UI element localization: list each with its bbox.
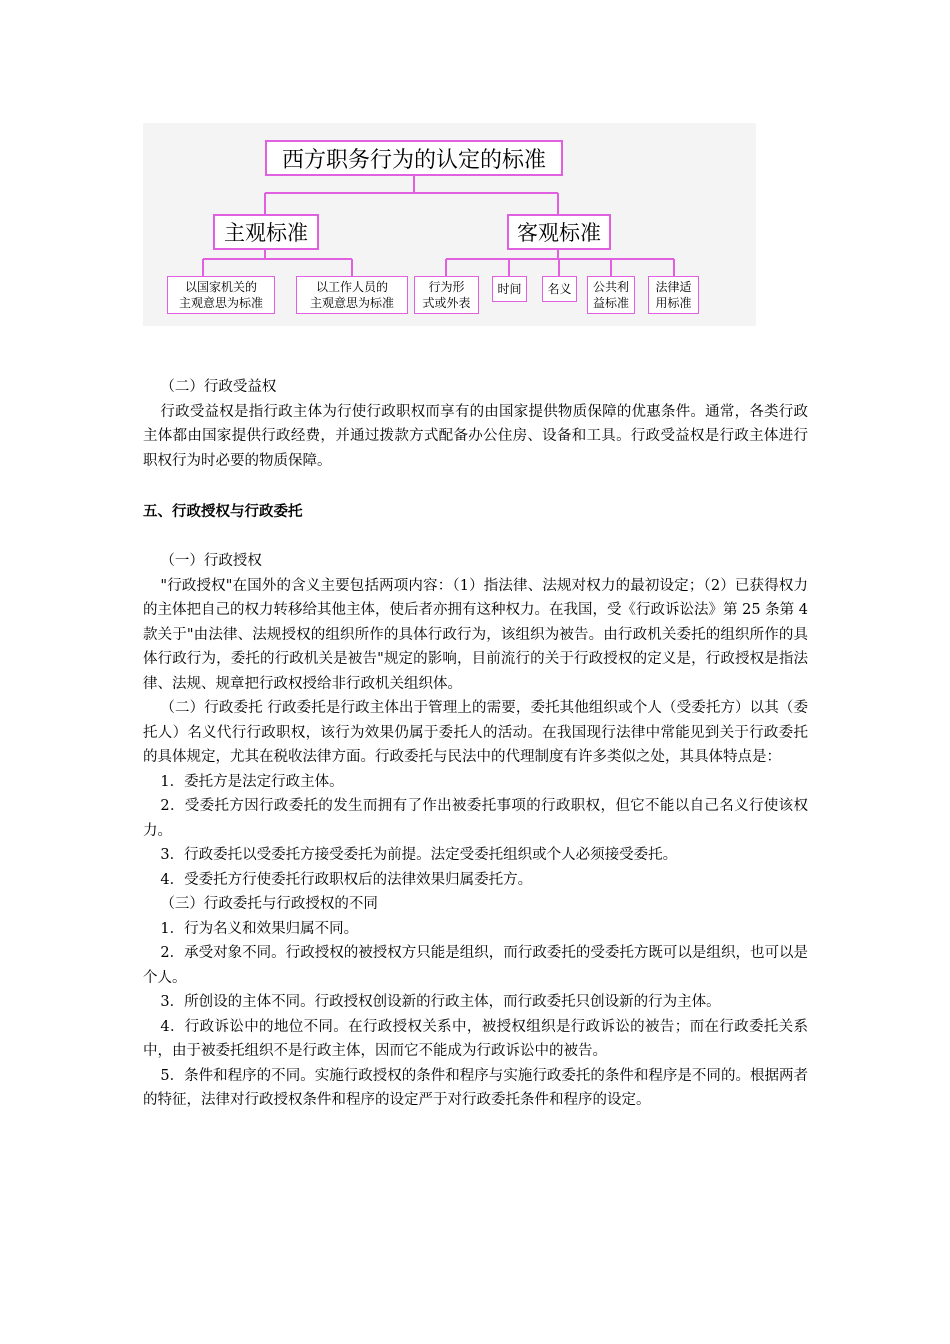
- paragraph: "行政授权"在国外的含义主要包括两项内容：（1）指法律、法规对权力的最初设定；（2）已获得权力的主体把自己的权力转移给其他主体，使后者亦拥有这种权力。在我国，受《行政诉讼法》第 25 条第 4 款关于"由法律、法规授权的组织所作的具体行政行为，该组织为被告。由行政机关委托的组织所作的具体行政行为，委托的行政机关是被告"规定的影响，目前流行的关于行政授权的定义是，行政授权是指法律、法规、规章把行政权授给非行政机关组织体。: [143, 577, 808, 692]
- list-item: 2．承受对象不同。行政授权的被授权方只能是组织，而行政委托的受委托方既可以是组织，也可以是个人。: [143, 945, 808, 986]
- section-authorization: [143, 549, 808, 1113]
- paragraph: 行政受益权是指行政主体为行使行政职权而享有的由国家提供物质保障的优惠条件。通常，各类行政主体都由国家提供行政经费，并通过拨款方式配备办公住房、设备和工具。行政受益权是行政主体进行职权行为时必要的物质保障。: [143, 403, 808, 469]
- list-item: 1．委托方是法定行政主体。: [160, 773, 344, 790]
- section-title: （三）行政委托与行政授权的不同: [160, 896, 378, 912]
- diagram-objective-box: 客观标准: [507, 214, 611, 250]
- diagram-leaf-law-application: 法律适 用标准: [648, 276, 699, 314]
- diagram-leaf-name: 名义: [542, 276, 577, 302]
- diagram-leaf-time: 时间: [492, 276, 527, 302]
- list-item: 2．受委托方因行政委托的发生而拥有了作出被委托事项的行政职权，但它不能以自己名义行使该权力。: [143, 798, 808, 839]
- list-item: 1．行为名义和效果归属不同。: [160, 920, 359, 937]
- diagram-leaf-staff: 以工作人员的 主观意思为标准: [296, 276, 408, 314]
- diagram-leaf-public-interest: 公共利 益标准: [587, 276, 635, 314]
- list-item: 4．受委托方行使委托行政职权后的法律效果归属委托方。: [160, 871, 533, 888]
- list-item: 3．所创设的主体不同。行政授权创设新的行政主体，而行政委托只创设新的行为主体。: [160, 994, 721, 1010]
- diagram-root-box: 西方职务行为的认定的标准: [265, 140, 563, 176]
- chapter-heading: 五、行政授权与行政委托: [143, 504, 303, 520]
- list-item: 4．行政诉讼中的地位不同。在行政授权关系中，被授权组织是行政诉讼的被告；而在行政委托关系中，由于被委托组织不是行政主体，因而它不能成为行政诉讼中的被告。: [143, 1018, 808, 1059]
- section-title: （一）行政授权: [160, 553, 262, 569]
- diagram-leaf-state-organ: 以国家机关的 主观意思为标准: [167, 276, 275, 314]
- section-beneficial-rights: [143, 375, 808, 473]
- section-title: （二）行政受益权: [160, 379, 277, 395]
- diagram-leaf-form: 行为形 式或外表: [414, 276, 479, 314]
- list-item: 3．行政委托以受委托方接受委托为前提。法定受委托组织或个人必须接受委托。: [160, 847, 678, 863]
- standards-diagram: [143, 123, 756, 326]
- paragraph: （二）行政委托 行政委托是行政主体出于管理上的需要，委托其他组织或个人（受委托方）以其（委托人）名义代行行政职权，该行为效果仍属于委托人的活动。在我国现行法律中常能见到关于行政委托的具体规定，尤其在税收法律方面。行政委托与民法中的代理制度有许多类似之处，其具体特点是：: [143, 700, 808, 765]
- list-item: 5．条件和程序的不同。实施行政授权的条件和程序与实施行政委托的条件和程序是不同的。根据两者的特征，法律对行政授权条件和程序的设定严于对行政委托条件和程序的设定。: [143, 1067, 808, 1108]
- diagram-subjective-box: 主观标准: [213, 214, 319, 250]
